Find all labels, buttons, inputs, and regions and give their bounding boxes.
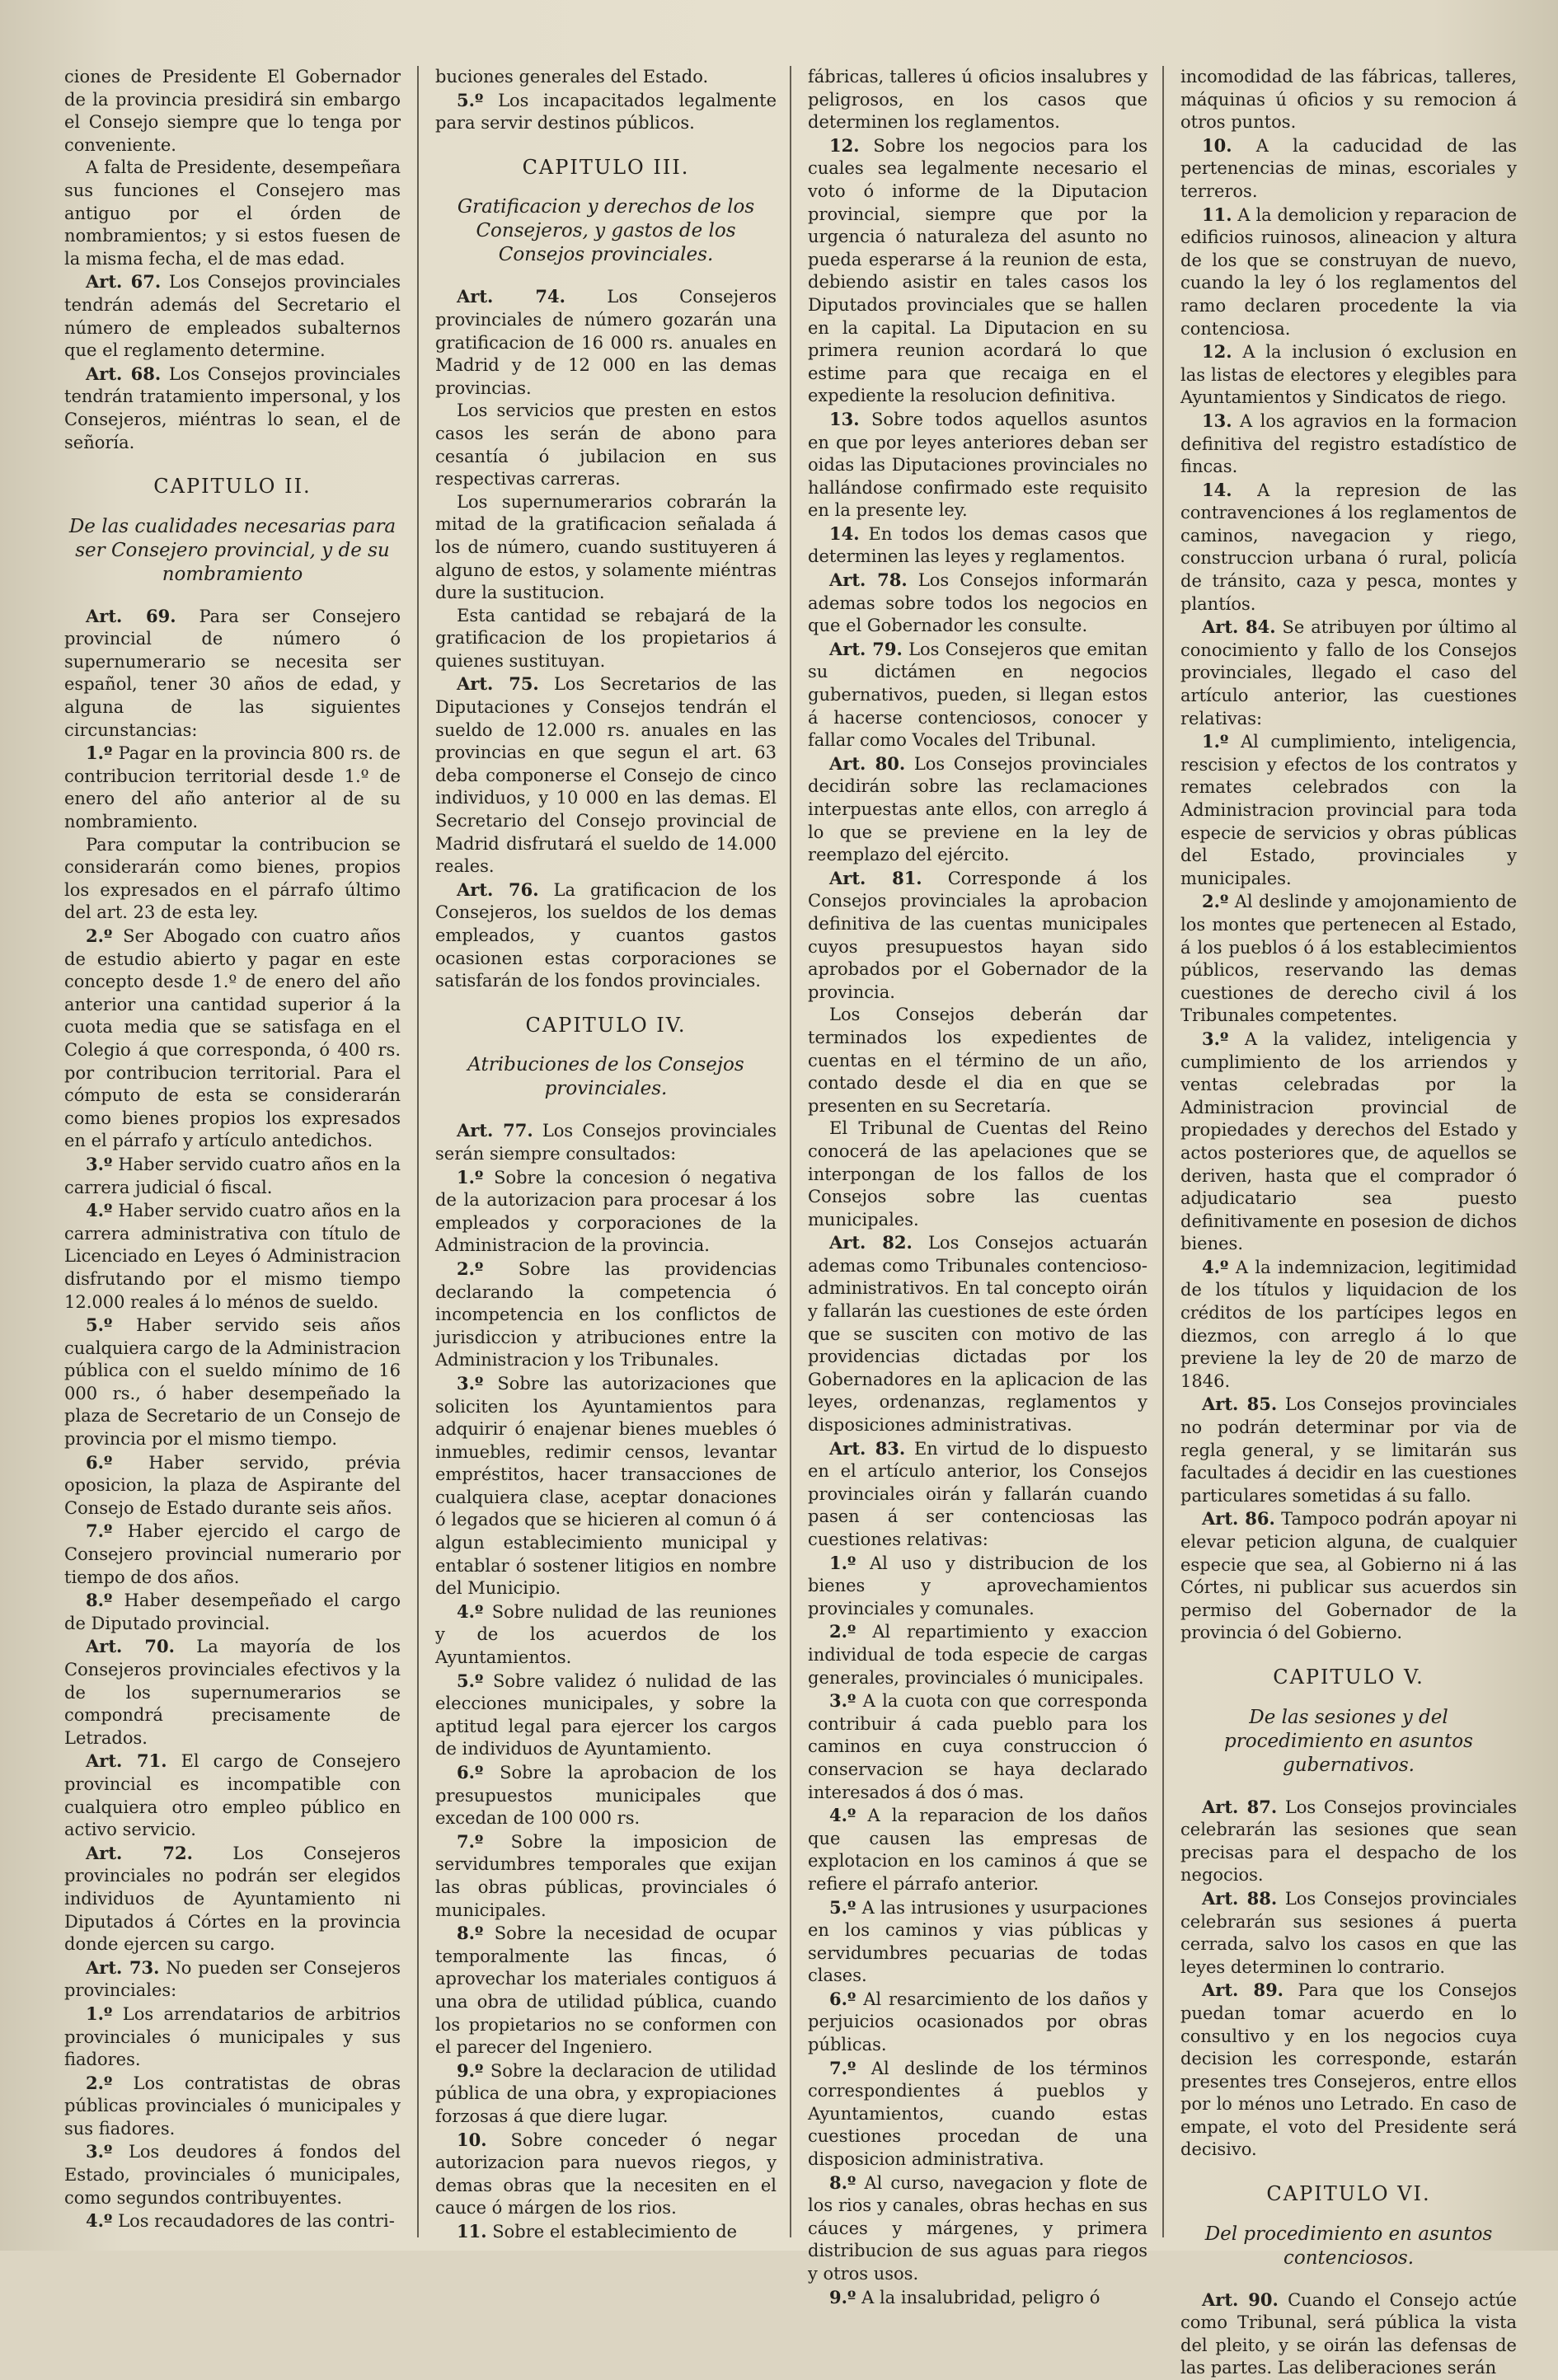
article-number: 3.º xyxy=(86,1153,113,1174)
article-paragraph xyxy=(435,1258,777,1372)
article-number: 4.º xyxy=(86,2210,113,2232)
article-number: 1.º xyxy=(86,2003,113,2024)
article-number: Art. 81. xyxy=(829,867,922,888)
article-text: Los Consejeros que emitan su dictámen en negocios gubernativos, pueden, si llegan estos á hacerse contenciosos, conocer y fallar como Vocales del Tribunal. xyxy=(808,639,1147,751)
article-number: 1.º xyxy=(829,1552,856,1573)
article-text: Los incapacitados legalmente para servir destinos públicos. xyxy=(435,90,777,134)
article-text: Tampoco podrán apoyar ni elevar peticion alguna, de cualquier especie que sea, al Gobierno ni á las Córtes, ni publicar sus acuerdos sin permiso del Gobernador de la provincia ó del Gobierno. xyxy=(1180,1509,1517,1643)
article-paragraph xyxy=(64,1842,401,1956)
article-number: Art. 82. xyxy=(829,1232,913,1253)
article-paragraph xyxy=(808,1896,1147,1988)
article-paragraph xyxy=(1180,134,1517,204)
article-paragraph xyxy=(64,1199,401,1314)
article-paragraph xyxy=(64,363,401,454)
article-number: 3.º xyxy=(86,2141,113,2162)
chapter-heading: CAPITULO II. xyxy=(153,475,312,499)
article-paragraph xyxy=(64,742,401,833)
article-paragraph xyxy=(808,752,1147,867)
article-text: A la inclusion ó exclusion en las listas de electores y elegibles para Ayuntamientos y Sindicatos de riego. xyxy=(1180,342,1517,408)
article-number: 3.º xyxy=(829,1690,856,1712)
article-text: Cuando el Consejo actúe como Tribunal, será pública la vista del pleito, y se oirán las defensas de las partes. Las deliberaciones serán xyxy=(1180,2289,1517,2378)
article-number: Art. 84. xyxy=(1202,616,1276,638)
column-1 xyxy=(64,66,401,2242)
article-text: Los Consejos actuarán ademas como Tribunales contencioso-administrativos. En tal concepto oirán y fallarán las cuestiones de este órden que se susciten con motivo de las providencias dictadas por los Gobernadores en la aplicacion de las leyes, ordenanzas, reglamentos y disposiciones administrativas. xyxy=(808,1233,1147,1436)
article-number: 8.º xyxy=(86,1590,113,1611)
article-number: 1.º xyxy=(457,1166,484,1188)
article-number: 10. xyxy=(1202,134,1232,156)
article-paragraph xyxy=(435,1922,777,2059)
paragraph: Los supernumerarios cobrarán la mitad de la gratificacion señalada á los de número, cuando sustituyeren á alguno de estos, y solamente miéntras dure la sustitucion. xyxy=(435,491,777,603)
article-text: Los Consejeros provinciales no podrán ser elegidos individuos de Ayuntamiento ni Diputados á Córtes en la provincia donde ejercen su cargo. xyxy=(64,1843,401,1955)
article-number: 5.º xyxy=(86,1314,113,1336)
article-text: A las intrusiones y usurpaciones en los caminos y vias públicas y servidumbres pecuarias de todas clases. xyxy=(808,1897,1147,1986)
paragraph: buciones generales del Estado. xyxy=(435,67,709,87)
article-paragraph xyxy=(1180,1887,1517,1979)
article-number: 11. xyxy=(1202,204,1232,225)
column-rule xyxy=(1162,66,1164,2237)
article-number: Art. 90. xyxy=(1202,2289,1279,2310)
article-number: 2.º xyxy=(829,1621,856,1642)
article-text: Sobre las autorizaciones que soliciten los Ayuntamientos para adquirir ó enajenar bienes muebles ó inmuebles, redimir censos, levantar empréstitos, hacer transacciones de cualquiera clase, aceptar donaciones ó legados que se hicieren al comun ó á algun establecimiento municipal y entablar ó sostener litigios en nombre del Municipio. xyxy=(435,1373,777,1599)
article-text: A la caducidad de las pertenencias de minas, escoriales y terreros. xyxy=(1180,135,1517,201)
paragraph: Esta cantidad se rebajará de la gratificacion de los propietarios á quienes sustituyan. xyxy=(435,605,777,671)
column-rule xyxy=(417,66,419,2237)
article-paragraph xyxy=(64,1153,401,1199)
article-paragraph xyxy=(64,1451,401,1520)
article-text: A los agravios en la formacion definitiva del registro estadístico de fincas. xyxy=(1180,410,1517,477)
article-text: Los contratistas de obras públicas provinciales ó municipales y sus fiadores. xyxy=(64,2073,401,2139)
article-text: Sobre nulidad de las reuniones y de los acuerdos de los Ayuntamientos. xyxy=(435,1601,777,1668)
article-number: 13. xyxy=(829,408,860,429)
article-paragraph xyxy=(64,1520,401,1589)
article-paragraph xyxy=(64,1750,401,1841)
article-number: 8.º xyxy=(829,2172,856,2193)
article-text: Haber desempeñado el cargo de Diputado provincial. xyxy=(64,1591,401,1633)
article-text: Al resarcimiento de los daños y perjuicios ocasionados por obras públicas. xyxy=(808,1989,1147,2055)
article-paragraph xyxy=(808,408,1147,522)
chapter-heading: CAPITULO IV. xyxy=(525,1013,687,1037)
article-text: Los Consejos provinciales tendrán además del Secretario el número de empleados subalternos que el reglamento determine. xyxy=(64,272,401,361)
article-text: Al deslinde y amojonamiento de los montes que pertenecen al Estado, á los pueblos ó á los establecimientos públicos, reservando las demas cuestiones de derecho civil á los Tribunales competentes. xyxy=(1180,892,1517,1026)
article-text: Ser Abogado con cuatro años de estudio abierto y pagar en este concepto desde 1.º de enero del año anterior una cantidad superior á la cuota media que se satisfaga en el Colegio á que corresponda, ó 400 rs. por contribucion territorial. Para el cómputo de esta se considerarán como bienes propios los expresados en el párrafo y artículo antedichos. xyxy=(64,926,401,1151)
article-number: 14. xyxy=(1202,479,1232,500)
article-paragraph xyxy=(1180,479,1517,616)
article-paragraph xyxy=(808,2286,1147,2310)
article-text: Sobre todos aquellos asuntos en que por leyes anteriores deban ser oidas las Diputaciones provinciales no hallándose confirmado este requisito en la presente ley. xyxy=(808,409,1147,521)
article-text: Al deslinde de los términos correspondientes á pueblos y Ayuntamientos, cuando estas cuestiones procedan de una disposicion administrativa. xyxy=(808,2058,1147,2170)
article-text: Sobre el establecimiento de xyxy=(492,2221,738,2242)
article-paragraph xyxy=(435,1166,777,1258)
chapter-heading: CAPITULO V. xyxy=(1273,1665,1424,1689)
article-number: 4.º xyxy=(1202,1256,1229,1277)
article-number: 9.º xyxy=(457,2059,484,2081)
article-paragraph xyxy=(808,1988,1147,2057)
article-text: Los Consejeros provinciales de número gozarán una gratificacion de 16 000 rs. anuales en Madrid y de 12 000 en las demas provincias. xyxy=(435,287,777,398)
article-paragraph xyxy=(808,569,1147,638)
article-text: Los Consejos provinciales decidirán sobre las reclamaciones interpuestas ante ellos, con arreglo á lo que se previene en la ley de reemplazo del ejército. xyxy=(808,753,1147,865)
article-number: 2.º xyxy=(86,925,113,946)
article-text: Los deudores á fondos del Estado, provinciales ó municipales, como segundos contribuyentes. xyxy=(64,2142,401,2208)
article-paragraph xyxy=(808,2172,1147,2286)
article-paragraph xyxy=(1180,730,1517,890)
column-4 xyxy=(1180,66,1518,2378)
article-number: Art. 80. xyxy=(829,752,906,774)
chapter-subtitle: Atribuciones de los Consejos provinciales. xyxy=(467,1054,744,1100)
article-text: A la cuota con que corresponda contribuir á cada pueblo para los caminos en cuya construccion ó conservacion se haya declarado interesados á dos ó mas. xyxy=(808,1691,1147,1802)
article-number: Art. 69. xyxy=(86,605,176,626)
article-paragraph xyxy=(64,1589,401,1635)
article-number: 5.º xyxy=(457,89,484,110)
paragraph: fábricas, talleres ú oficios insalubres y peligrosos, en los casos que determinen los reglamentos. xyxy=(808,67,1147,133)
article-number: 10. xyxy=(457,2129,487,2150)
article-paragraph xyxy=(64,605,401,743)
article-text: A la demolicion y reparacion de edificios ruinosos, alineacion y altura de los que se construyan de nuevo, cuando la ley ó los reglamentos del ramo declaren procedente la via contenciosa. xyxy=(1180,204,1517,339)
article-text: La mayoría de los Consejeros provinciales efectivos y la de los supernumerarios se compondrá precisamente de Letrados. xyxy=(64,1637,401,1748)
article-number: Art. 79. xyxy=(829,638,903,659)
article-paragraph xyxy=(1180,2289,1517,2380)
article-text: La gratificacion de los Consejeros, los sueldos de los demas empleados, y cuantos gastos ocasionen estas corporaciones se satisfarán de los fondos provinciales. xyxy=(435,879,777,991)
article-paragraph xyxy=(435,1670,777,1761)
article-number: 6.º xyxy=(457,1762,484,1783)
article-text: Sobre la aprobacion de los presupuestos municipales que excedan de 100 000 rs. xyxy=(435,1763,777,1829)
article-number: Art. 83. xyxy=(829,1437,906,1459)
article-text: Los Consejos provinciales celebrarán las sesiones que sean precisas para el despacho de los negocios. xyxy=(1180,1797,1517,1886)
article-number: 1.º xyxy=(1202,731,1229,752)
article-number: 2.º xyxy=(457,1258,484,1279)
article-paragraph xyxy=(435,1119,777,1165)
article-text: Sobre los negocios para los cuales sea legalmente necesario el voto ó informe de la Diputacion provincial, siempre que por la urgencia ó naturaleza del asunto no pueda esperarse á la reunion de esta, debiendo asistir en tales casos los Diputados provinciales que se hallen en la capital. La Diputacion en su primera reunion acordará lo que estime para que recaiga en el expediente la resolucion definitiva. xyxy=(808,135,1147,406)
article-number: 13. xyxy=(1202,410,1232,431)
article-text: Corresponde á los Consejos provinciales la aprobacion definitiva de las cuentas municipales cuyos presupuestos hayan sido aprobados por el Gobernador de la provincia. xyxy=(808,868,1147,1002)
paragraph: Los servicios que presten en estos casos les serán de abono para cesantía ó jubilacion en sus respectivas carreras. xyxy=(435,401,777,490)
article-number: 6.º xyxy=(86,1451,113,1473)
article-number: Art. 72. xyxy=(86,1842,193,1863)
article-text: A la indemnizacion, legitimidad de los títulos y liquidacion de los créditos de los partícipes legos en diezmos, con arreglo á lo que previene la ley de 20 de marzo de 1846. xyxy=(1180,1257,1517,1391)
article-paragraph xyxy=(1180,1796,1517,1887)
article-text: Sobre las providencias declarando la competencia ó incompetencia en los conflictos de jurisdiccion y atribuciones entre la Administracion y los Tribunales. xyxy=(435,1258,777,1370)
article-text: A la validez, inteligencia y cumplimiento de los arriendos y ventas celebradas por la Administracion provincial de propiedades y derechos del Estado y actos posteriores que, de aquellos se deriven, hasta que el comprador ó adjudicatario sea puesto definitivamente en posesion de dichos bienes. xyxy=(1180,1028,1517,1254)
article-paragraph xyxy=(64,2140,401,2209)
article-paragraph xyxy=(64,1314,401,1451)
article-text: Haber servido seis años cualquiera cargo de la Administracion pública con el sueldo mínimo de 16 000 rs., ó haber desempeñado la plaza de Secretario de un Consejo de provincia por el mismo tiempo. xyxy=(64,1315,401,1450)
article-text: El cargo de Consejero provincial es incompatible con cualquiera otro empleo público en activo servicio. xyxy=(64,1751,401,1840)
article-text: Al curso, navegacion y flote de los rios y canales, obras hechas en sus cáuces y márgenes, y primera distribucion de sus aguas para riegos y otros usos. xyxy=(808,2172,1147,2284)
article-number: Art. 70. xyxy=(86,1636,175,1657)
article-paragraph xyxy=(435,285,777,400)
article-number: Art. 78. xyxy=(829,569,908,591)
article-text: Sobre la concesion ó negativa de la autorizacion para procesar á los empleados y corporaciones de la Administracion de la provincia. xyxy=(435,1167,777,1256)
article-text: Los Consejos provinciales celebrarán sus sesiones á puerta cerrada, salvo los casos en que las leyes determinen lo contrario. xyxy=(1180,1888,1517,1977)
article-paragraph xyxy=(1180,340,1517,410)
chapter-subtitle: De las cualidades necesarias para ser Consejero provincial, y de su nombramiento xyxy=(68,515,397,585)
article-number: 12. xyxy=(829,134,860,156)
article-number: 7.º xyxy=(457,1830,484,1852)
article-paragraph xyxy=(1180,890,1517,1028)
article-text: Haber servido cuatro años en la carrera administrativa con título de Licenciado en Leyes ó Administracion disfrutando por el mismo tiempo 12.000 reales á lo ménos de sueldo. xyxy=(64,1201,401,1312)
article-text: Los arrendatarios de arbitrios provinciales ó municipales y sus fiadores. xyxy=(64,2003,401,2070)
article-number: 3.º xyxy=(457,1372,484,1394)
article-text: Sobre la imposicion de servidumbres temporales que exijan las obras públicas, provinciales ó municipales. xyxy=(435,1831,777,1920)
article-paragraph xyxy=(435,1600,777,1670)
article-number: 12. xyxy=(1202,341,1232,363)
article-text: En virtud de lo dispuesto en el artículo anterior, los Consejos provinciales oirán y fallarán cuando pasen á ser contenciosas las cuestiones relativas: xyxy=(808,1438,1147,1549)
article-number: 3.º xyxy=(1202,1028,1229,1049)
article-number: 2.º xyxy=(86,2072,113,2093)
article-text: Para ser Consejero provincial de número ó supernumerario se necesita ser español, tener 30 años de edad, y alguna de las siguientes circunstancias: xyxy=(64,606,401,740)
article-number: 6.º xyxy=(829,1988,856,2009)
article-paragraph xyxy=(808,522,1147,569)
chapter-subtitle: De las sesiones y del procedimiento en asuntos gubernativos. xyxy=(1224,1706,1473,1776)
article-text: Al cumplimiento, inteligencia, rescision y efectos de los contratos y remates celebrados con la Administracion provincial para toda especie de servicios y obras públicas del Estado, provinciales y municipales. xyxy=(1180,732,1517,888)
article-text: Al uso y distribucion de los bienes y aprovechamientos provinciales y comunales. xyxy=(808,1553,1147,1619)
article-number: 11. xyxy=(457,2220,487,2242)
article-paragraph xyxy=(435,2059,777,2129)
paragraph: Los Consejos deberán dar terminados los expedientes de cuentas en el término de un año, contado desde el dia en que se presenten en su Secretaría. xyxy=(808,1005,1147,1116)
article-number: Art. 76. xyxy=(457,878,539,900)
article-paragraph xyxy=(64,2209,401,2233)
article-number: Art. 85. xyxy=(1202,1394,1278,1415)
article-text: A la insalubridad, peligro ó xyxy=(861,2287,1100,2307)
article-paragraph xyxy=(435,2220,777,2244)
paragraph: A falta de Presidente, desempeñara sus funciones el Consejero mas antiguo por el órden de nombramientos; y si estos fuesen de la misma fecha, el de mas edad. xyxy=(64,157,401,269)
article-paragraph xyxy=(1180,616,1517,730)
article-paragraph xyxy=(64,925,401,1153)
article-text: Sobre la declaracion de utilidad pública de una obra, y expropiaciones forzosas á que diere lugar. xyxy=(435,2060,777,2126)
article-paragraph xyxy=(1180,410,1517,479)
article-text: Haber servido, prévia oposicion, la plaza de Aspirante del Consejo de Estado durante seis años. xyxy=(64,1452,401,1518)
article-paragraph xyxy=(64,1956,401,2003)
article-number: Art. 77. xyxy=(457,1120,533,1141)
article-number: Art. 89. xyxy=(1202,1979,1283,2001)
article-text: A la reparacion de los daños que causen las empresas de explotacion en los caminos á que se refiere el párrafo anterior. xyxy=(808,1806,1147,1894)
article-paragraph xyxy=(1180,1256,1517,1394)
article-text: Los Consejos informarán ademas sobre todos los negocios en que el Gobernador les consulte. xyxy=(808,570,1147,636)
column-3 xyxy=(808,66,1147,2307)
article-number: 1.º xyxy=(86,743,113,764)
article-paragraph xyxy=(64,2072,401,2141)
article-number: 5.º xyxy=(829,1896,856,1918)
article-number: Art. 73. xyxy=(86,1956,160,1978)
article-text: A la represion de las contravenciones á los reglamentos de caminos, navegacion y riego, construccion urbana ó rural, policía de tránsito, caza y pesca, montes y plantíos. xyxy=(1180,480,1517,614)
article-number: 5.º xyxy=(457,1670,484,1691)
article-paragraph xyxy=(435,878,777,993)
article-text: Haber servido cuatro años en la carrera judicial ó fiscal. xyxy=(64,1154,401,1197)
article-text: Para que los Consejos puedan tomar acuerdo en lo consultivo y en los negocios cuya decision les corresponde, estarán presentes tres Consejeros, entre ellos por lo ménos uno Letrado. En caso de empate, el voto del Presidente será decisivo. xyxy=(1180,1980,1517,2160)
article-paragraph xyxy=(435,1372,777,1600)
article-number: 4.º xyxy=(829,1805,856,1826)
article-text: Los Consejos provinciales no podrán determinar por via de regla general, y se limitarán sus facultades á decidir en las cuestiones particulares sometidas á su fallo. xyxy=(1180,1394,1517,1506)
article-number: Art. 74. xyxy=(457,286,565,307)
article-number: 8.º xyxy=(457,1923,484,1944)
chapter-heading: CAPITULO III. xyxy=(522,155,690,179)
article-paragraph xyxy=(808,1689,1147,1804)
article-paragraph xyxy=(64,1635,401,1750)
article-number: 4.º xyxy=(86,1200,113,1221)
article-paragraph xyxy=(808,1804,1147,1895)
paragraph: El Tribunal de Cuentas del Reino conocerá de las apelaciones que se interpongan de los fallos de los Consejos sobre las cuentas municipales. xyxy=(808,1118,1147,1230)
article-text: No pueden ser Consejeros provinciales: xyxy=(64,1957,401,2001)
article-number: Art. 75. xyxy=(457,673,539,695)
article-paragraph xyxy=(435,1761,777,1830)
article-paragraph xyxy=(64,2003,401,2072)
article-number: Art. 87. xyxy=(1202,1796,1278,1817)
article-number: 7.º xyxy=(86,1520,113,1542)
paragraph: ciones de Presidente El Gobernador de la provincia presidirá sin embargo el Consejo siempre que lo tenga por conveniente. xyxy=(64,67,401,155)
article-paragraph xyxy=(808,867,1147,1005)
article-paragraph xyxy=(1180,204,1517,341)
article-number: 2.º xyxy=(1202,891,1229,912)
article-number: 14. xyxy=(829,522,860,544)
article-paragraph xyxy=(435,89,777,135)
article-number: Art. 68. xyxy=(86,363,162,384)
article-number: Art. 86. xyxy=(1202,1508,1275,1530)
article-paragraph xyxy=(1180,1979,1517,2162)
chapter-subtitle: Del procedimiento en asuntos contenciosos. xyxy=(1204,2223,1493,2269)
article-text: Sobre conceder ó negar autorizacion para nuevos riegos, y demas obras que la necesiten en el cauce ó márgen de los rios. xyxy=(435,2129,777,2218)
article-paragraph xyxy=(1180,1393,1517,1507)
article-paragraph xyxy=(808,1620,1147,1689)
article-paragraph xyxy=(1180,1028,1517,1256)
article-text: Sobre la necesidad de ocupar temporalmente las fincas, ó aprovechar los materiales contiguos á una obra de utilidad pública, cuando los propietarios no se conformen con el parecer del Ingeniero. xyxy=(435,1923,777,2058)
article-paragraph xyxy=(808,134,1147,408)
article-text: Pagar en la provincia 800 rs. de contribucion territorial desde 1.º de enero del año anterior al de su nombramiento. xyxy=(64,743,401,832)
chapter-heading: CAPITULO VI. xyxy=(1266,2182,1431,2206)
article-paragraph xyxy=(435,672,777,878)
article-number: Art. 71. xyxy=(86,1750,167,1772)
article-text: Haber ejercido el cargo de Consejero provincial numerario por tiempo de dos años. xyxy=(64,1521,401,1587)
article-number: 7.º xyxy=(829,2057,856,2078)
paragraph: incomodidad de las fábricas, talleres, máquinas ú oficios y su remocion á otros puntos. xyxy=(1180,67,1517,133)
article-paragraph xyxy=(808,2057,1147,2172)
article-text: Los Secretarios de las Diputaciones y Consejos tendrán el sueldo de 12.000 rs. anuales en las provincias en que segun el art. 63 deba componerse el Consejo de cinco individuos, y 10 000 en las demas. El Secretario del Consejo provincial de Madrid disfrutará el sueldo de 14.000 reales. xyxy=(435,674,777,877)
article-paragraph xyxy=(64,270,401,362)
column-rule xyxy=(790,66,791,2237)
article-number: Art. 67. xyxy=(86,271,162,293)
article-text: Sobre validez ó nulidad de las elecciones municipales, y sobre la aptitud legal para ejercer los cargos de individuos de Ayuntamiento. xyxy=(435,1670,777,1759)
article-paragraph xyxy=(808,1231,1147,1436)
article-text: En todos los demas casos que determinen las leyes y reglamentos. xyxy=(808,523,1147,567)
article-number: 9.º xyxy=(829,2286,856,2307)
article-paragraph xyxy=(435,2129,777,2220)
chapter-subtitle: Gratificacion y derechos de los Consejeros, y gastos de los Consejos provinciales. xyxy=(457,196,755,266)
column-2 xyxy=(435,66,777,2242)
article-number: Art. 88. xyxy=(1202,1887,1278,1909)
article-text: Al repartimiento y exaccion individual de toda especie de cargas generales, provinciales ó municipales. xyxy=(808,1622,1147,1688)
article-text: Los recaudadores de las contri- xyxy=(118,2211,395,2232)
article-text: Se atribuyen por último al conocimiento y fallo de los Consejos provinciales, llegado el caso del artículo anterior, las cuestiones relativas: xyxy=(1180,617,1518,729)
article-paragraph xyxy=(1180,1507,1517,1645)
paragraph: Para computar la contribucion se considerarán como bienes, propios los expresados en el párrafo último del art. 23 de esta ley. xyxy=(64,834,401,923)
article-paragraph xyxy=(808,638,1147,752)
article-paragraph xyxy=(808,1437,1147,1552)
article-paragraph xyxy=(808,1552,1147,1621)
article-paragraph xyxy=(435,1830,777,1922)
article-text: Los Consejos provinciales tendrán tratamiento impersonal, y los Consejeros, miéntras lo sean, el de señoría. xyxy=(64,363,401,452)
article-text: Los Consejos provinciales serán siempre consultados: xyxy=(435,1121,777,1164)
article-number: 4.º xyxy=(457,1600,484,1622)
